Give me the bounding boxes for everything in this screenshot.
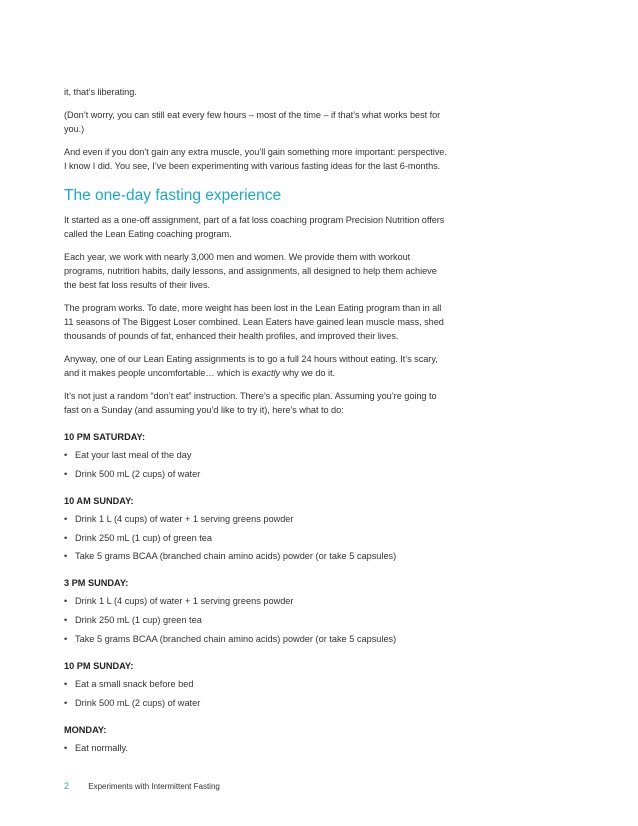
bullet-icon: • xyxy=(64,697,68,708)
bullet-icon: • xyxy=(64,468,68,479)
list-item-text: Drink 1 L (4 cups) of water + 1 serving greens powder xyxy=(75,596,294,607)
section-paragraph-5: It’s not just a random “don’t eat” instruction. There’s a specific plan. Assuming you’re going to fast on a Sunday (and assuming you’d like to try it), here’s what to do: xyxy=(64,391,437,415)
list-item xyxy=(64,632,449,646)
list-item-text: Eat your last meal of the day xyxy=(75,450,192,460)
fasting-schedule xyxy=(64,430,449,755)
page-content xyxy=(64,85,449,760)
list-item-text: Eat normally. xyxy=(75,742,128,753)
list-item xyxy=(64,594,449,608)
schedule-block-title: MONDAY: xyxy=(64,724,107,735)
list-item-text: Drink 250 mL (1 cup) green tea xyxy=(75,615,202,626)
bullet-icon: • xyxy=(64,615,68,626)
list-item xyxy=(64,467,449,481)
list-item-text: Drink 250 mL (1 cup) of green tea xyxy=(75,532,213,543)
schedule-block-title: 10 AM SUNDAY: xyxy=(64,495,134,506)
schedule-block xyxy=(64,576,449,646)
schedule-block xyxy=(64,723,449,755)
list-item xyxy=(64,549,449,563)
list-item xyxy=(64,613,449,627)
bullet-icon: • xyxy=(64,450,68,460)
list-item-text: Take 5 grams BCAA (branched chain amino acids) powder (or take 5 capsules) xyxy=(75,633,397,644)
list-item-text: Drink 1 L (4 cups) of water + 1 serving greens powder xyxy=(75,513,294,524)
list-item-text: Eat a small snack before bed xyxy=(75,678,194,689)
bullet-icon: • xyxy=(64,596,68,607)
bullet-icon: • xyxy=(64,678,68,689)
intro-paragraph-1: it, that’s liberating. xyxy=(64,87,137,97)
intro-paragraph-2: (Don’t worry, you can still eat every few hours – most of the time – if that’s what works best for you.) xyxy=(64,110,441,134)
schedule-block-title: 10 PM SUNDAY: xyxy=(64,660,134,671)
list-item xyxy=(64,741,449,755)
bullet-icon: • xyxy=(64,513,68,524)
section-heading: The one-day fasting experience xyxy=(64,187,282,204)
list-item xyxy=(64,448,449,462)
schedule-block xyxy=(64,659,449,710)
emphasis-text: exactly xyxy=(251,368,281,378)
bullet-icon: • xyxy=(64,633,68,644)
paragraph-text: why we do it. xyxy=(280,368,335,378)
list-item xyxy=(64,512,449,526)
list-item-text: Drink 500 mL (2 cups) of water xyxy=(75,468,201,479)
list-item-text: Drink 500 mL (2 cups) of water xyxy=(75,697,201,708)
schedule-block xyxy=(64,494,449,564)
footer-title: Experiments with Intermittent Fasting xyxy=(88,782,220,791)
section-paragraph-2: Each year, we work with nearly 3,000 men and women. We provide them with workout programs, nutrition habits, daily lessons, and assignments, all designed to help them achieve the best fat loss results of their lives. xyxy=(64,252,437,290)
intro-paragraph-3: And even if you don’t gain any extra muscle, you’ll gain something more important: perspective. I know I did. You see, I’ve been experimenting with various fasting ideas for the last 6-months. xyxy=(64,147,447,171)
bullet-icon: • xyxy=(64,532,68,543)
bullet-icon: • xyxy=(64,742,68,753)
section-paragraph-4 xyxy=(64,352,449,380)
schedule-block xyxy=(64,430,449,481)
section-paragraph-1: It started as a one-off assignment, part of a fat loss coaching program Precision Nutrition offers called the Lean Eating coaching program. xyxy=(64,215,445,239)
list-item-text: Take 5 grams BCAA (branched chain amino acids) powder (or take 5 capsules) xyxy=(75,551,397,562)
page-number: 2 xyxy=(64,781,70,791)
page-footer xyxy=(64,781,220,791)
schedule-block-title: 10 PM SATURDAY: xyxy=(64,432,145,442)
list-item xyxy=(64,677,449,691)
bullet-icon: • xyxy=(64,551,68,562)
paragraph-text: Anyway, one of our Lean Eating assignments is to go a full 24 hours without eating. It’s scary, and it makes people uncomfortable… which is xyxy=(64,354,438,378)
list-item xyxy=(64,531,449,545)
section-paragraph-3: The program works. To date, more weight has been lost in the Lean Eating program than in all 11 seasons of The Biggest Loser combined. Lean Eaters have gained lean muscle mass, shed thousands of pounds of fat, enhanced their health profiles, and improved their lives. xyxy=(64,303,444,341)
schedule-block-title: 3 PM SUNDAY: xyxy=(64,578,129,589)
list-item xyxy=(64,696,449,710)
